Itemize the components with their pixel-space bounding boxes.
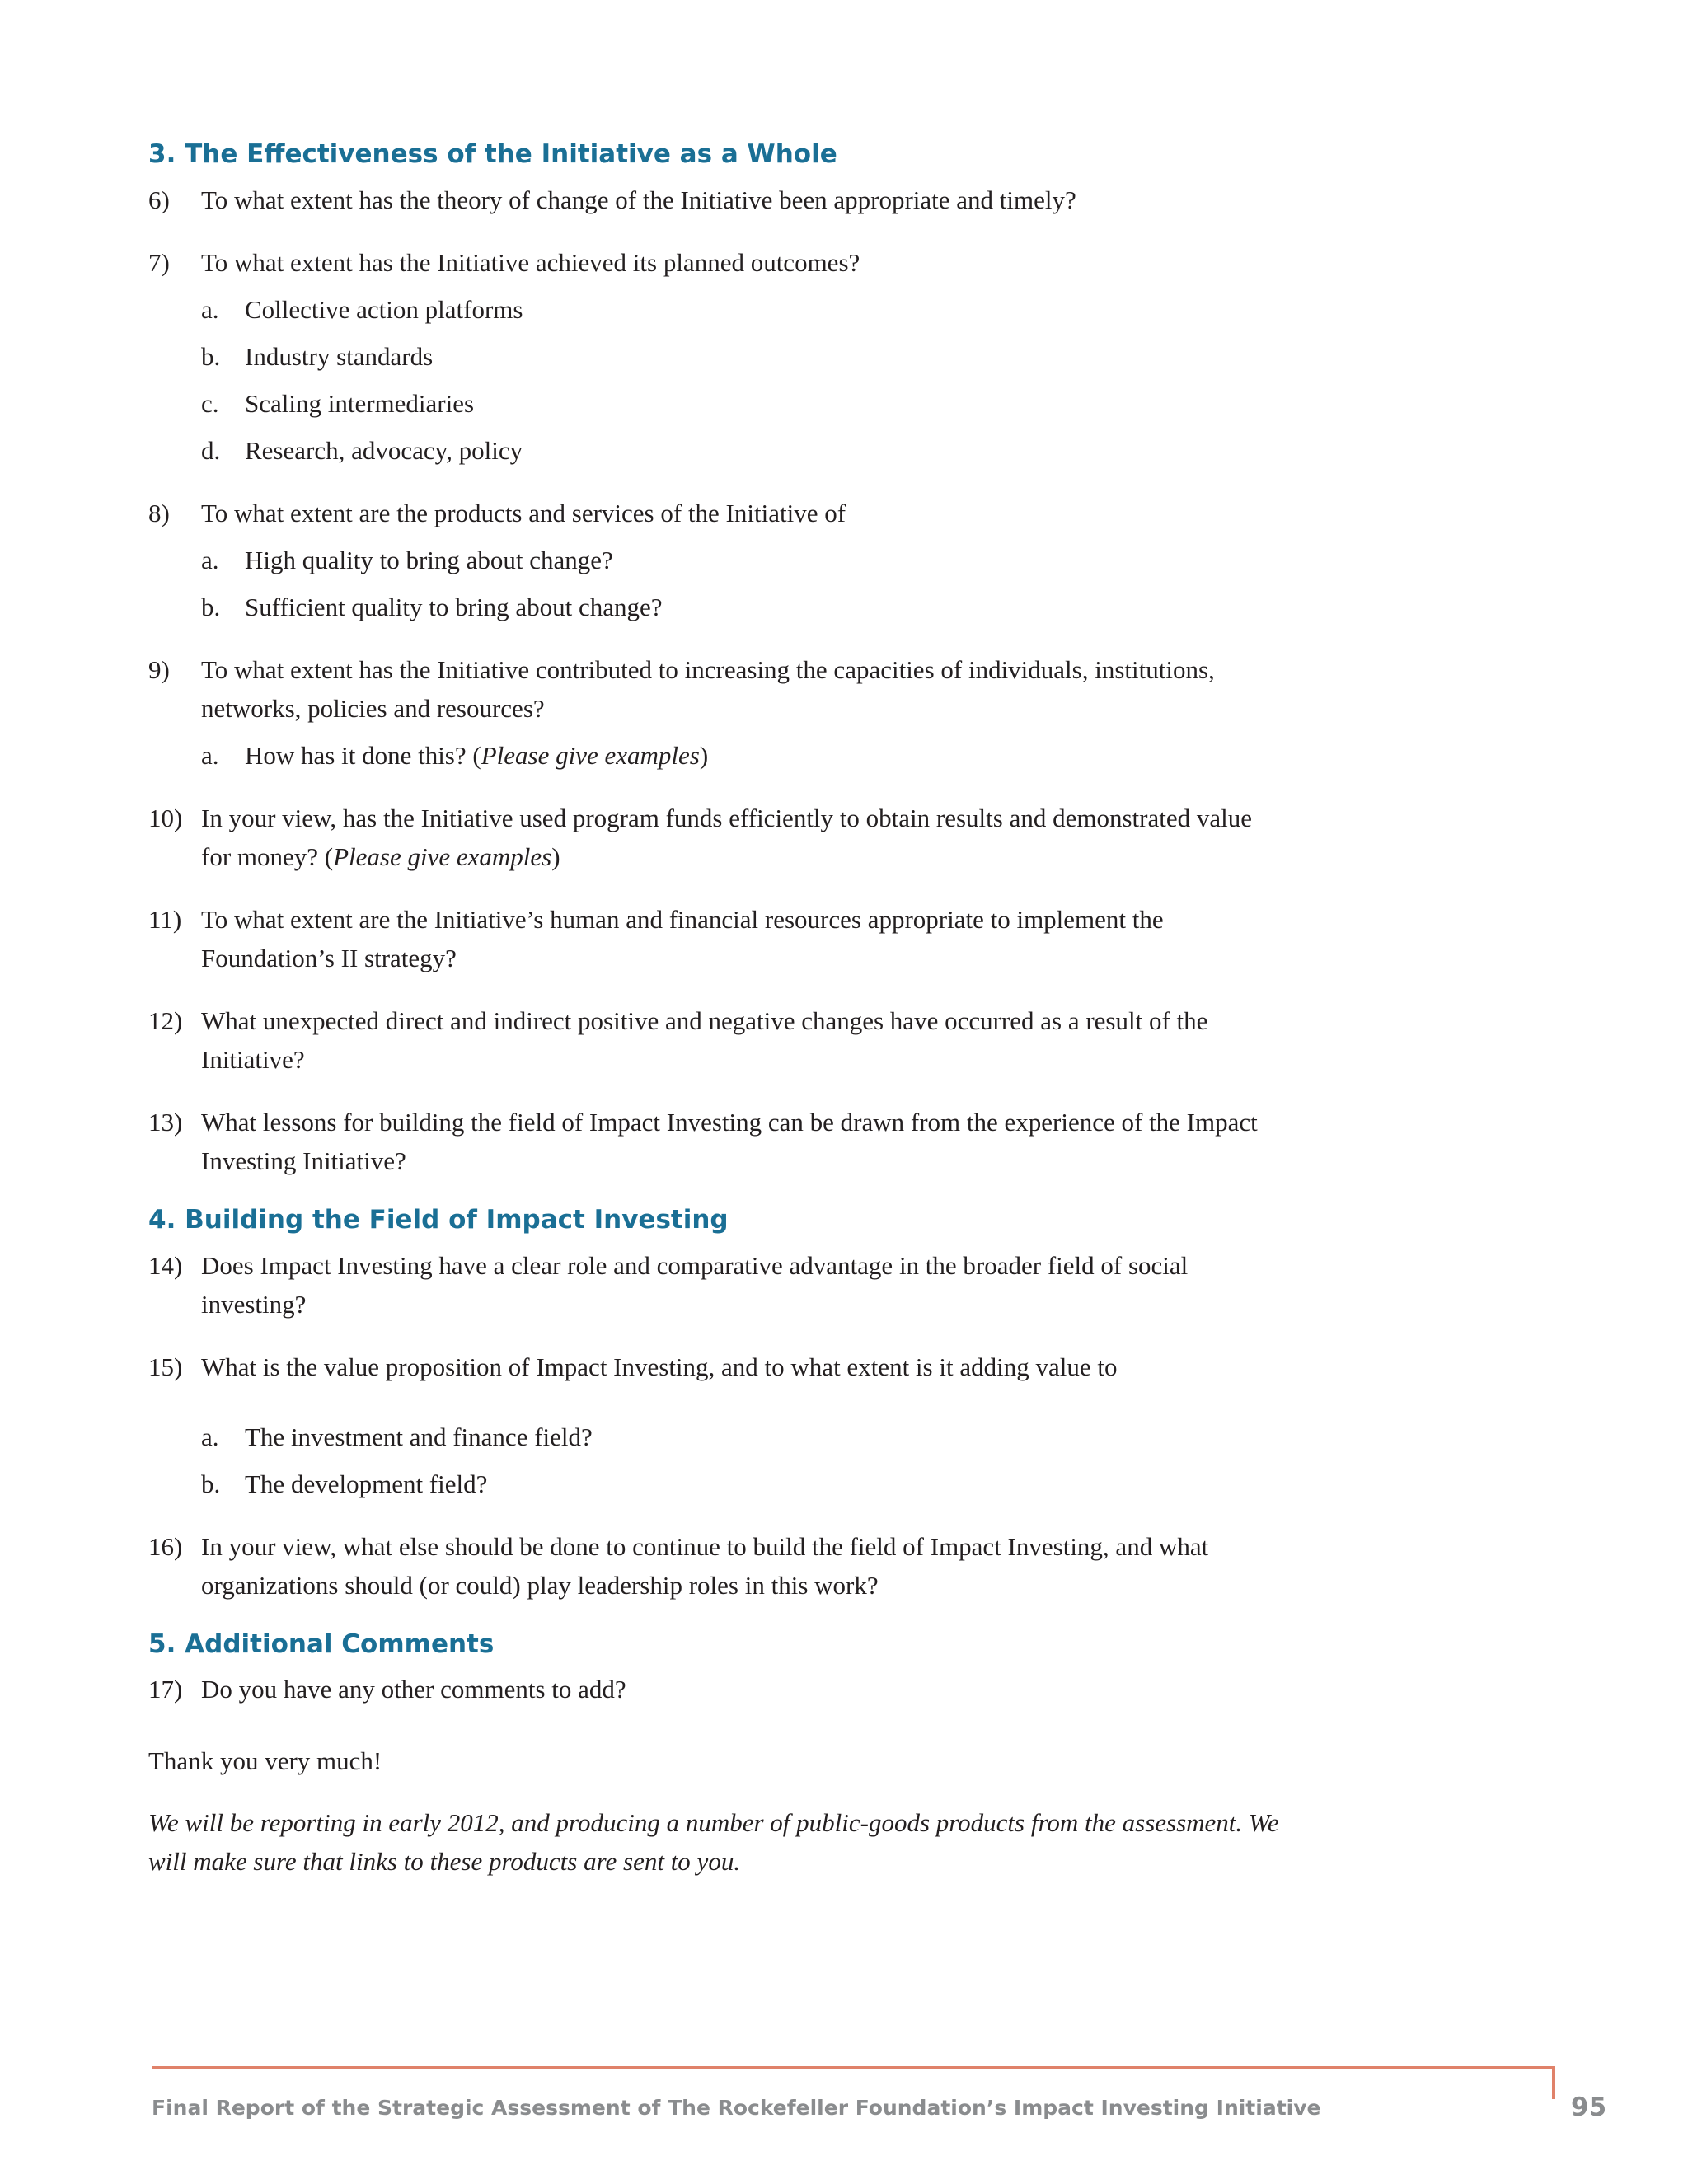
section-building-field (148, 1204, 1286, 1605)
sub-item (148, 1465, 1286, 1503)
question-number: 17) (148, 1675, 183, 1704)
sub-item-letter: a. (201, 1422, 219, 1451)
question-15 (148, 1347, 1286, 1503)
question-text: Do you have any other comments to add? (201, 1675, 626, 1704)
sub-item-letter: b. (201, 592, 221, 621)
sub-item-letter: c. (201, 388, 219, 418)
question-text: What is the value proposition of Impact Investing, and to what extent is it adding value to (201, 1352, 1118, 1381)
question-text: To what extent are the products and services of the Initiative of (201, 498, 846, 527)
section-heading: 4. Building the Field of Impact Investing (148, 1204, 729, 1235)
question-14 (148, 1246, 1286, 1324)
questionnaire-content (148, 138, 1286, 1881)
question-8 (148, 494, 1286, 626)
question-16 (148, 1527, 1286, 1605)
sub-item-text: Scaling intermediaries (245, 388, 475, 418)
question-text: Does Impact Investing have a clear role and comparative advantage in the broader field of social investing? (201, 1250, 1189, 1319)
question-9 (148, 650, 1286, 775)
thanks-text: Thank you very much! (148, 1746, 382, 1776)
page-number: 95 (1571, 2093, 1607, 2122)
question-10 (148, 799, 1286, 876)
sub-item-text: The investment and finance field? (245, 1422, 593, 1451)
question-6 (148, 180, 1286, 219)
question-text: To what extent are the Initiative’s human and financial resources appropriate to implement the Foundation’s II strategy? (201, 904, 1164, 972)
sub-item-text: Research, advocacy, policy (245, 435, 523, 465)
footer-title: Final Report of the Strategic Assessment of The Rockefeller Foundation’s Impact Investing Initiative (152, 2096, 1321, 2120)
section-heading: 3. The Effectiveness of the Initiative as a Whole (148, 139, 837, 169)
sub-item (148, 1418, 1286, 1456)
section-effectiveness (148, 138, 1286, 1180)
question-12 (148, 1001, 1286, 1079)
question-number: 11) (148, 904, 182, 934)
question-number: 6) (148, 185, 170, 214)
question-13 (148, 1103, 1286, 1180)
question-11 (148, 900, 1286, 977)
question-number: 7) (148, 247, 170, 277)
sub-item-letter: b. (201, 341, 221, 371)
question-text: What lessons for building the field of Impact Investing can be drawn from the experience of the Impact Investing Initiative? (201, 1107, 1258, 1175)
question-text: In your view, what else should be done to continue to build the field of Impact Investing, and what organizations should (or could) play leadership roles in this work? (201, 1531, 1209, 1600)
question-7 (148, 243, 1286, 470)
sub-item-letter: a. (201, 294, 219, 324)
sub-item-letter: b. (201, 1469, 221, 1498)
sub-item (148, 588, 1286, 626)
italic-note: Please give examples (481, 740, 700, 770)
sub-item-text: High quality to bring about change? (245, 545, 613, 574)
question-text: In your view, has the Initiative used program funds efficiently to obtain results and demonstrated value for money? (Please give examples) (201, 803, 1252, 871)
sub-item-letter: d. (201, 435, 221, 465)
sub-item (148, 431, 1286, 470)
question-number: 16) (148, 1531, 183, 1561)
closing-note: We will be reporting in early 2012, and producing a number of public-goods products from the assessment. We will make sure that links to these products are sent to you. (148, 1808, 1279, 1877)
sub-item-text: How has it done this? (Please give examples) (245, 740, 709, 770)
question-number: 13) (148, 1107, 183, 1137)
question-number: 14) (148, 1250, 183, 1280)
question-text: To what extent has the Initiative achieved its planned outcomes? (201, 247, 860, 277)
sub-item (148, 290, 1286, 329)
question-number: 12) (148, 1005, 183, 1035)
sub-item (148, 384, 1286, 423)
question-text: What unexpected direct and indirect positive and negative changes have occurred as a result of the Initiative? (201, 1005, 1208, 1074)
section-additional-comments (148, 1629, 1286, 1709)
footer-divider-tick (1552, 2066, 1555, 2099)
sub-item (148, 736, 1286, 775)
sub-item (148, 337, 1286, 376)
footer-divider (152, 2066, 1554, 2069)
section-heading: 5. Additional Comments (148, 1629, 495, 1659)
sub-item-letter: a. (201, 740, 219, 770)
sub-item-text: Collective action platforms (245, 294, 523, 324)
italic-note: Please give examples (333, 841, 552, 871)
sub-item-text: Sufficient quality to bring about change? (245, 592, 663, 621)
question-number: 8) (148, 498, 170, 527)
question-text: To what extent has the Initiative contributed to increasing the capacities of individuals, institutions, networks, policies and resources? (201, 654, 1215, 723)
question-17 (148, 1670, 1286, 1708)
sub-item (148, 541, 1286, 579)
sub-item-text: The development field? (245, 1469, 488, 1498)
question-number: 9) (148, 654, 170, 684)
sub-item-letter: a. (201, 545, 219, 574)
question-number: 10) (148, 803, 183, 832)
question-text: To what extent has the theory of change of the Initiative been appropriate and timely? (201, 185, 1076, 214)
question-number: 15) (148, 1352, 183, 1381)
sub-item-text: Industry standards (245, 341, 434, 371)
